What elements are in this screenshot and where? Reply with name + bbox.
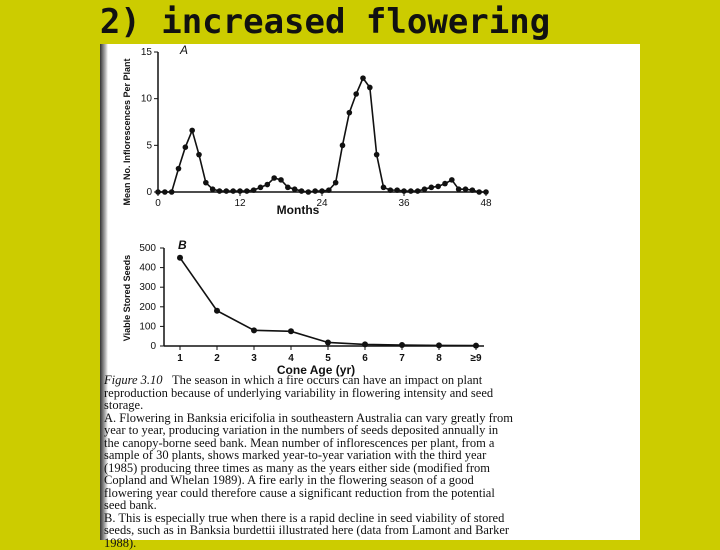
chart-a-point [483, 189, 489, 195]
caption-line: the canopy-borne seed bank. Mean number of inflorescences per plant, from a [104, 435, 495, 450]
chart-b-point [473, 343, 479, 349]
chart-b-point [251, 327, 257, 333]
chart-a-point [278, 177, 284, 183]
chart-b-xlabel: Cone Age (yr) [276, 363, 356, 377]
chart-a-x-tick-label: 0 [155, 198, 161, 209]
chart-b-y-tick-label: 200 [139, 301, 156, 313]
chart-b-x-tick-label: 7 [399, 353, 405, 364]
chart-a-point [237, 188, 243, 194]
caption-line: (1985) producing three times as many as the years either side (modified from [104, 460, 490, 475]
chart-a-point [162, 189, 168, 195]
chart-a-point [285, 185, 291, 191]
chart-b-x-tick-label: 6 [362, 353, 368, 364]
chart-a-point [155, 189, 161, 195]
chart-a-point [230, 188, 236, 194]
chart-b-point [214, 308, 220, 314]
chart-a-point [463, 186, 469, 192]
chart-b-x-tick-label: 3 [251, 353, 257, 364]
caption-line: seed bank. [104, 498, 157, 512]
chart-a-x-tick-label: 48 [480, 198, 492, 209]
chart-b-y-tick-label: 400 [139, 262, 156, 274]
chart-a-y-tick-label: 5 [146, 140, 152, 152]
caption-line-text: The season in which a fire occurs can have an impact on plant [171, 373, 483, 387]
chart-a-point [189, 128, 195, 134]
chart-a-point [203, 180, 209, 186]
caption-line: flowering year could therefore cause a significant reduction from the potential [104, 485, 495, 500]
chart-b-x-tick-label: 5 [325, 353, 331, 364]
chart-a-point [340, 143, 346, 149]
chart-a-y-tick-label: 0 [146, 187, 152, 198]
chart-a-point [360, 75, 366, 81]
chart-a-point [292, 186, 298, 192]
chart-a-point [367, 85, 373, 91]
chart-a-point [470, 187, 476, 193]
chart-a-point [408, 188, 414, 194]
chart-b-point [288, 328, 294, 334]
chart-b-x-tick-label: 8 [436, 353, 442, 364]
chart-a-xlabel: Months [276, 203, 320, 217]
chart-a-point [394, 187, 400, 193]
chart-a-point [449, 177, 455, 183]
chart-a-series-line [158, 78, 486, 192]
chart-a-point [401, 188, 407, 194]
chart-a-point [271, 175, 277, 181]
chart-a-y-tick-label: 15 [140, 47, 152, 58]
chart-a-point [476, 189, 482, 195]
chart-a-point [217, 188, 223, 194]
chart-a-point [422, 186, 428, 192]
caption-line: B. This is especially true when there is a rapid decline in seed viability of stored [104, 510, 505, 525]
chart-a-point [326, 187, 332, 193]
chart-a-point [299, 188, 305, 194]
chart-b-point [325, 339, 331, 345]
caption-line: seeds, such as in Banksia burdettii illustrated here (data from Lamont and Barker [104, 523, 510, 537]
chart-a-point [388, 187, 394, 193]
chart-a-point [347, 110, 353, 116]
chart-b-point [177, 255, 183, 261]
chart-a-point [374, 152, 380, 158]
chart-b-x-tick-label: 4 [288, 353, 294, 364]
chart-b-y-tick-label: 500 [139, 243, 156, 254]
chart-b-panel-label: B [178, 238, 187, 252]
chart-a-panel-label: A [180, 44, 189, 57]
chart-b-x-tick-label: 2 [214, 353, 220, 364]
chart-a-point [435, 184, 441, 190]
figure-caption [104, 374, 634, 549]
chart-a [106, 44, 506, 224]
chart-a-point [429, 185, 435, 191]
chart-a-ylabel: Mean No. Inflorescences Per Plant [122, 58, 132, 206]
chart-a-point [312, 188, 318, 194]
chart-a-point [381, 185, 387, 191]
chart-a-point [333, 180, 339, 186]
chart-a-point [251, 187, 257, 193]
chart-a-point [353, 91, 359, 97]
chart-a-point [196, 152, 202, 158]
chart-b-point [436, 342, 442, 348]
chart-a-x-tick-label: 24 [316, 198, 328, 209]
caption-line: sample of 30 plants, shows marked year-to-year variation with the third year [104, 448, 487, 462]
caption-line: Copland and Whelan 1989). A fire early in the flowering season of a good [104, 473, 474, 487]
slide-title: 2) increased flowering [99, 2, 551, 42]
chart-b-point [399, 342, 405, 348]
caption-figure-label: Figure 3.10 [104, 373, 163, 387]
chart-a-y-tick-label: 10 [140, 93, 152, 105]
chart-a-point [258, 185, 264, 191]
chart-b [106, 238, 506, 378]
chart-b-point [362, 341, 368, 347]
chart-b-y-tick-label: 100 [139, 321, 156, 333]
chart-a-point [265, 182, 271, 188]
chart-a-point [456, 186, 462, 192]
caption-line: storage. [104, 398, 144, 412]
chart-a-point [306, 189, 312, 195]
chart-a-point [210, 186, 216, 192]
chart-a-point [176, 166, 182, 172]
chart-b-x-tick-label: ≥9 [470, 353, 482, 364]
caption-line: A. Flowering in Banksia ericifolia in southeastern Australia can vary greatly from [104, 410, 513, 425]
chart-a-point [244, 188, 250, 194]
chart-a-x-tick-label: 12 [234, 198, 246, 209]
caption-line: 1988). [104, 535, 137, 550]
scanned-figure [100, 44, 640, 550]
caption-line [104, 374, 634, 387]
chart-b-y-tick-label: 0 [150, 341, 156, 352]
chart-b-series-line [180, 258, 476, 346]
chart-a-point [442, 181, 448, 187]
chart-b-x-tick-label: 1 [177, 353, 183, 364]
chart-a-point [415, 188, 421, 194]
chart-b-y-tick-label: 300 [139, 282, 156, 294]
chart-a-x-tick-label: 36 [398, 198, 410, 209]
chart-a-point [183, 144, 189, 150]
chart-a-point [169, 189, 175, 195]
chart-a-point [224, 188, 230, 194]
caption-line: reproduction because of underlying variability in flowering intensity and seed [104, 385, 494, 400]
chart-b-ylabel: Viable Stored Seeds [122, 254, 132, 342]
chart-a-point [319, 188, 325, 194]
caption-line: year to year, producing variation in the numbers of seeds deposited annually in [104, 423, 499, 437]
